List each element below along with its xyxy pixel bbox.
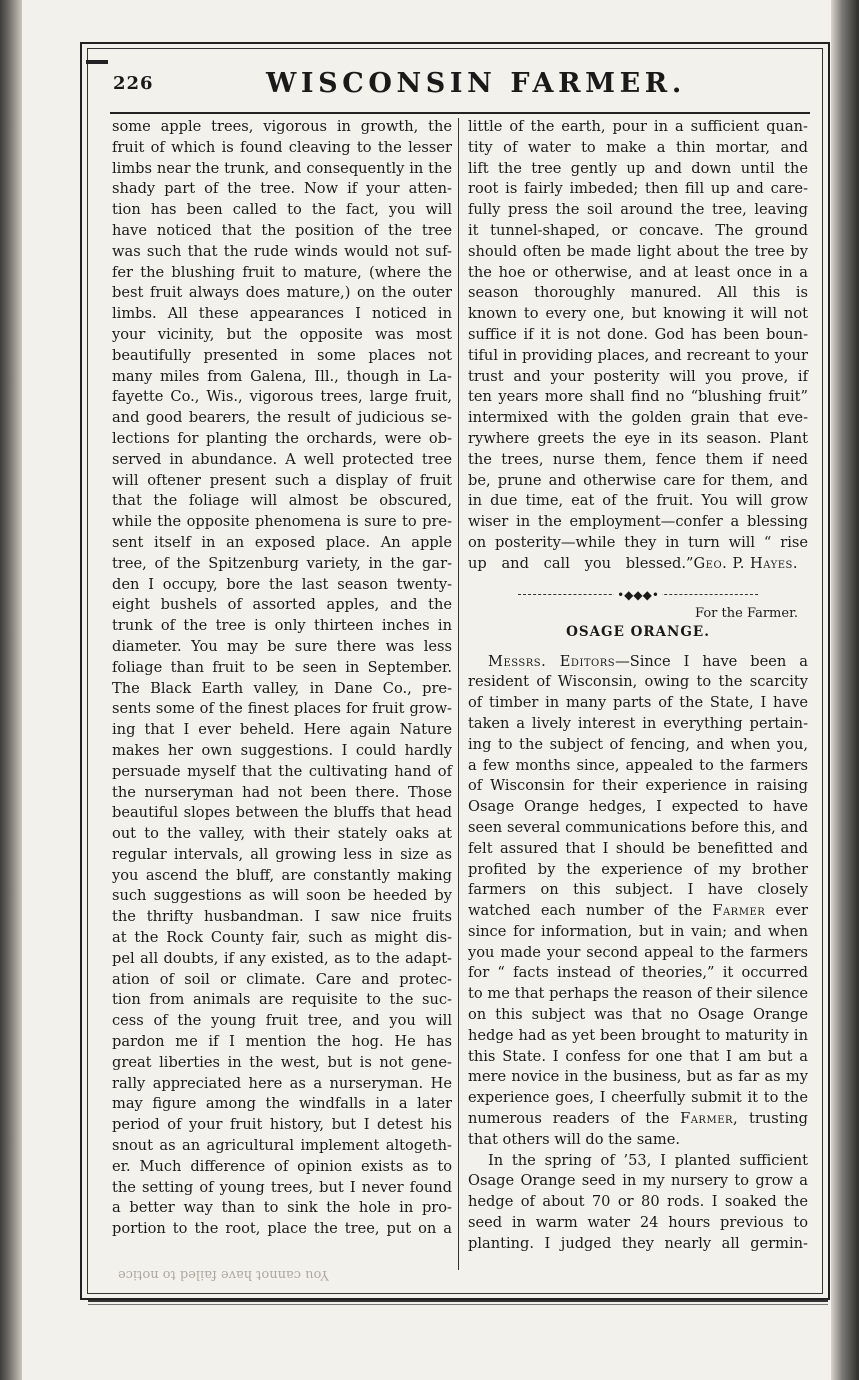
text-line: diameter. You may be sure there was less	[112, 637, 452, 655]
text-line: root is fairly imbeded; then fill up and care-	[468, 180, 808, 198]
text-line: In the spring of ’53, I planted sufficient	[488, 1151, 808, 1169]
text-line: you ascend the bluff, are constantly making	[112, 866, 452, 884]
text-line: ing to the subject of fencing, and when you,	[468, 735, 808, 753]
text-line: sents some of the finest places for fruit grow-	[112, 700, 452, 718]
text-line: beautifully presented in some places not	[112, 346, 452, 364]
text-line: mere novice in the business, but as far as my	[468, 1068, 808, 1086]
text-line: resident of Wisconsin, owing to the scarcity	[468, 673, 808, 691]
text-line: den I occupy, bore the last season twenty-	[112, 575, 452, 593]
text-line: rywhere greets the eye in its season. Plant	[468, 429, 808, 447]
scan-edge-right	[831, 0, 859, 1380]
text-line: while the opposite phenomena is sure to pre-	[112, 513, 452, 531]
text-line: tity of water to make a thin mortar, and	[468, 138, 808, 156]
text-line: since for information, but in vain; and when	[468, 922, 808, 940]
text-line: seed in warm water 24 hours previous to	[468, 1214, 808, 1232]
text-line: foliage than fruit to be seen in September.	[112, 658, 452, 676]
header-rule	[110, 112, 810, 114]
osage-orange-article	[468, 652, 808, 1151]
section-ornament	[468, 584, 808, 604]
text-line: to me that perhaps the reason of their silence	[468, 985, 808, 1003]
text-line: served in abundance. A well protected tree	[112, 450, 452, 468]
text-line: fer the blushing fruit to mature, (where the	[112, 263, 452, 281]
text-line: hedge had as yet been brought to maturity in	[468, 1026, 808, 1044]
text-line: of timber in many parts of the State, I have	[468, 694, 808, 712]
text-line: great liberties in the west, but is not gene-	[112, 1053, 452, 1071]
text-line: known to every one, but knowing it will not	[468, 305, 808, 323]
text-line: tree, of the Spitzenburg variety, in the gar-	[112, 554, 452, 572]
text-segment: numerous readers of the	[468, 1110, 670, 1128]
publication-name: Farmer,	[680, 1110, 739, 1128]
text-line: hedge of about 70 or 80 rods. I soaked the	[468, 1193, 808, 1211]
text-line: tiful in providing places, and recreant to your	[468, 346, 808, 364]
text-line: out to the valley, with their stately oaks at	[112, 825, 452, 843]
text-line: lift the tree gently up and down until the	[468, 159, 808, 177]
text-line: the trees, nurse them, fence them if need	[468, 450, 808, 468]
osage-orange-article-continued	[468, 1151, 808, 1255]
frame-tick	[86, 60, 108, 64]
text-line: at the Rock County fair, such as might dis-	[112, 929, 452, 947]
text-line: snout as an agricultural implement altogeth-	[112, 1137, 452, 1155]
running-title: WISCONSIN FARMER.	[266, 68, 686, 99]
text-line: little of the earth, pour in a sufficient quan-	[468, 118, 808, 135]
right-column	[468, 117, 808, 1255]
text-segment: ever	[775, 902, 809, 920]
text-line: Osage Orange seed in my nursery to grow a	[468, 1172, 808, 1190]
text-line: beautiful slopes between the bluffs that head	[112, 804, 452, 822]
text-line: sent itself in an exposed place. An apple	[112, 533, 452, 551]
signature-line	[468, 554, 808, 575]
text-line: the hoe or otherwise, and at least once in a	[468, 263, 808, 281]
text-line: taken a lively interest in everything pertain-	[468, 714, 808, 732]
text-line: on this subject was that no Osage Orange	[468, 1006, 808, 1024]
text-line: this State. I confess for one that I am but a	[468, 1047, 808, 1065]
text-line: shady part of the tree. Now if your atten-	[112, 180, 452, 198]
text-line: tion has been called to the fact, you will	[112, 201, 452, 219]
spacer	[468, 643, 808, 652]
scan-edge-left	[0, 0, 22, 1380]
text-line: trust and your posterity will you prove, if	[468, 367, 808, 385]
text-line: of Wisconsin for their experience in raising	[468, 777, 808, 795]
text-line: felt assured that I should be benefitted and	[468, 839, 808, 857]
text-line: suffice if it is not done. God has been boun-	[468, 325, 808, 343]
text-line: was such that the rude winds would not suf-	[112, 242, 452, 260]
left-column	[112, 117, 452, 1240]
text-line: period of your fruit history, but I detest his	[112, 1116, 452, 1134]
text-line: on posterity—while they in turn will “ rise	[468, 533, 808, 551]
text-line: tion from animals are requisite to the suc-	[112, 991, 452, 1009]
text-line: makes her own suggestions. I could hardly	[112, 741, 452, 759]
text-line: The Black Earth valley, in Dane Co., pre-	[112, 679, 452, 697]
text-line: your vicinity, but the opposite was most	[112, 325, 452, 343]
text-segment: trusting	[749, 1110, 809, 1128]
text-line	[468, 901, 808, 922]
text-line: pardon me if I mention the hog. He has	[112, 1033, 452, 1051]
footer-rule	[88, 1300, 828, 1302]
text-line: wiser in the employment—confer a blessing	[468, 513, 808, 531]
text-line: fayette Co., Wis., vigorous trees, large fruit,	[112, 388, 452, 406]
text-line: persuade myself that the cultivating hand of	[112, 762, 452, 780]
text-line: cess of the young fruit tree, and you will	[112, 1012, 452, 1030]
text-line: have noticed that the position of the tree	[112, 221, 452, 239]
text-line: farmers on this subject. I have closely	[468, 881, 808, 899]
text-line: such suggestions as will soon be heeded by	[112, 887, 452, 905]
text-line: season thoroughly manured. All this is	[468, 284, 808, 302]
text-line: should often be made light about the tree by	[468, 242, 808, 260]
page-number: 226	[113, 73, 154, 94]
text-line: experience goes, I cheerfully submit it to the	[468, 1089, 808, 1107]
article-title: OSAGE ORANGE.	[566, 623, 710, 640]
text-line: trunk of the tree is only thirteen inches in	[112, 617, 452, 635]
closing-quote-line: up and call you blessed.”	[468, 554, 694, 572]
text-line: profited by the experience of my brother	[468, 860, 808, 878]
text-line: limbs. All these appearances I noticed in	[112, 305, 452, 323]
text-line: be, prune and otherwise care for them, and	[468, 471, 808, 489]
spacer	[468, 575, 808, 584]
column-divider	[458, 118, 459, 1270]
text-line	[468, 652, 808, 673]
text-line: the thrifty husbandman. I saw nice fruits	[112, 908, 452, 926]
text-line: may figure among the windfalls in a later	[112, 1095, 452, 1113]
text-line: ation of soil or climate. Care and protec-	[112, 970, 452, 988]
byline-for-the-farmer: For the Farmer.	[695, 605, 798, 621]
text-line: some apple trees, vigorous in growth, the	[112, 118, 452, 135]
bleed-through-text: You cannot have failed to notice	[118, 1267, 329, 1282]
text-line: portion to the root, place the tree, put on a	[112, 1220, 452, 1238]
text-line: Osage Orange hedges, I expected to have	[468, 798, 808, 816]
text-line	[468, 1109, 808, 1130]
author-signature: Geo. P. Hayes.	[693, 554, 798, 572]
text-line: that the foliage will almost be obscured,	[112, 492, 452, 510]
text-line: eight bushels of assorted apples, and the	[112, 596, 452, 614]
text-line: intermixed with the golden grain that eve-	[468, 409, 808, 427]
text-line: the nurseryman had not been there. Those	[112, 783, 452, 801]
text-line: a better way than to sink the hole in pro-	[112, 1199, 452, 1217]
text-line: fruit of which is found cleaving to the lesser	[112, 138, 452, 156]
text-line: will oftener present such a display of fruit	[112, 471, 452, 489]
publication-name: Farmer	[712, 902, 766, 920]
salutation: Messrs. Editors	[488, 652, 616, 670]
text-line: fully press the soil around the tree, leaving	[468, 201, 808, 219]
text-line: ing that I ever beheld. Here again Nature	[112, 721, 452, 739]
text-line: a few months since, appealed to the farmers	[468, 756, 808, 774]
text-line: rally appreciated here as a nurseryman. He	[112, 1074, 452, 1092]
text-line: limbs near the trunk, and consequently in the	[112, 159, 452, 177]
footer-rule-thin	[88, 1304, 828, 1305]
text-line: lections for planting the orchards, were ob-	[112, 429, 452, 447]
text-line: pel all doubts, if any existed, as to the adapt-	[112, 949, 452, 967]
text-line: ten years more shall find no “blushing fruit”	[468, 388, 808, 406]
right-column-continued-text	[468, 117, 808, 554]
text-line: many miles from Galena, Ill., though in La-	[112, 367, 452, 385]
text-line: seen several communications before this, and	[468, 818, 808, 836]
text-line: regular intervals, all growing less in size as	[112, 845, 452, 863]
text-line: best fruit always does mature,) on the outer	[112, 284, 452, 302]
text-segment: watched each number of the	[468, 902, 703, 920]
text-line: er. Much difference of opinion exists as to	[112, 1157, 452, 1175]
text-line: planting. I judged they nearly all germin-	[468, 1234, 808, 1252]
text-line: in due time, eat of the fruit. You will grow	[468, 492, 808, 510]
text-line: and good bearers, the result of judicious se-	[112, 409, 452, 427]
text-line: you made your second appeal to the farmers	[468, 943, 808, 961]
salutation-continuation: —Since I have been a	[615, 652, 808, 670]
ornament-glyphs: •◆◆◆•	[614, 585, 662, 606]
text-line: that others will do the same.	[468, 1130, 681, 1148]
text-line: it tunnel-shaped, or concave. The ground	[468, 221, 808, 239]
text-line: for “ facts instead of theories,” it occurred	[468, 964, 808, 982]
text-line: the setting of young trees, but I never found	[112, 1178, 452, 1196]
